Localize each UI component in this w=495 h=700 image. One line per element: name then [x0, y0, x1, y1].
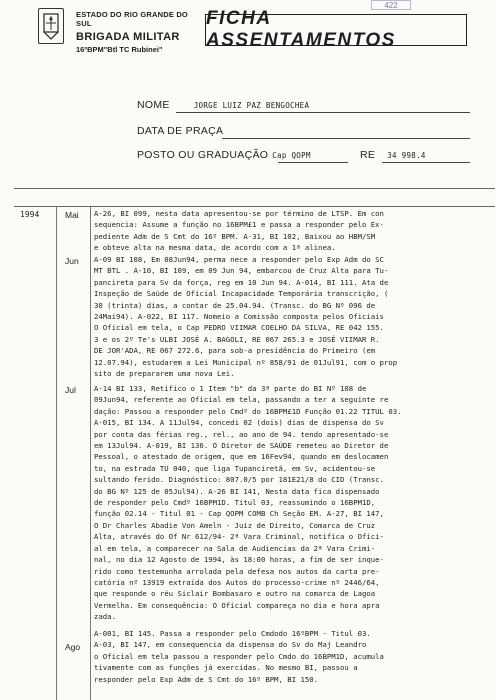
re-label: RE: [360, 149, 376, 161]
entry-text-line: A-09 BI 108, Em 08Jun94, perma nece a responder pelo Exp Adm do SC: [94, 255, 384, 264]
column-divider-year: [56, 206, 57, 700]
data-praca-field: [137, 125, 223, 137]
entry-text: [94, 208, 484, 254]
entry-text-line: A-001, BI 145. Passa a responder pelo Cmdodo 16ºBPM - Titul 03.: [94, 629, 371, 638]
entry-text-line: do BG Nº 125 de 05Jul94). A-26 BI 141, Nesta data fica dispensado: [94, 486, 380, 496]
entry-text-line: A-015, BI 134. A 11Jul94, concedi 02 (dois) dias de dispensa do Sv: [94, 418, 384, 428]
posto-underline: [278, 162, 348, 163]
entry-text-line: e obteve alta na mesma data, de acordo com a 1ª alinea.: [94, 243, 336, 253]
re-field: [360, 149, 426, 161]
entry-text-line: Alta, através do Of Nr 612/94- 2ª Vara Criminal, notifica o Ofici-: [94, 532, 384, 542]
nome-value: JORGE LUIZ PAZ BENGOCHEA: [193, 101, 310, 110]
entry-text-line: em 13Jul94. A-019, BI 136. O Diretor de SAÚDE remeteu ao Diretor de: [94, 441, 389, 451]
re-underline: [382, 162, 470, 163]
entry-text-line: O Dr Charles Abadie Von Ameln - Juiz de Direito, Comarca de Cruz: [94, 520, 376, 530]
entry-text-line: pancireta para Sv da força, reg em 10 Jun 94. A-014, BI 111. Ata de: [94, 277, 389, 287]
entry-text-line: 30 (trinta) dias, a contar de 25.04.94. (Transc. do BG Nº 096 de: [94, 300, 376, 310]
entry-text-line: DE JOR'ADA, RE 067 272.6, para sob-a presidência do Primeiro (em: [94, 346, 376, 356]
document-number-stamp: 422: [371, 0, 411, 10]
entry-text-line: de responder pelo Cmdº 16BPM1D. Titul 03, reassumindo o 16BPM1D,: [94, 498, 376, 508]
entry-text-line: 12.07.94), estudarem a Lei Municipal nº 858/91 de 01Jul91, com o prop: [94, 357, 398, 367]
entry-text-line: tivamente com as funções já exercidas. No mesmo BI, passou a: [94, 663, 358, 673]
entry-text-line: Vermelha. Em consequência: O Oficial compareça no dia e hora apra: [94, 600, 380, 610]
entry-text-line: sultando ferido. Diagnóstico: 807.0/5 por 181E21/8 do CID (Transc.: [94, 475, 384, 485]
entry-text-line: que responde o réu Siclair Bombasaro e outro na comarca de Lagoa: [94, 589, 376, 599]
posto-value: Cap QOPM: [272, 151, 311, 160]
nome-underline: [176, 112, 470, 113]
entry-text-line: 09Jun94, referente ao Oficial em tela, passando a ter a seguinte re: [94, 395, 389, 405]
entry-text: [94, 628, 484, 685]
entry-text-line: zada.: [94, 612, 116, 622]
institution-name: BRIGADA MILITAR: [76, 31, 180, 43]
entry-text-line: rido como testemunha arrolada pela defesa nos autos da carta pre-: [94, 566, 380, 576]
posto-label: POSTO OU GRADUAÇÃO: [137, 149, 269, 161]
entry-text-line: al em tela, a comparecer na Sala de Audiencias da 2ª Vara Crimi-: [94, 543, 376, 553]
entry-text-line: Pessoal, o atestado de origem, que em 16Fev94, quando em deslocamen: [94, 452, 389, 462]
entry-text-line: MT BTL . A-10, BI 109, em 09 Jun 94, embarcou de Cruz Alta para Tu-: [94, 266, 389, 276]
re-value: 34 998.4: [387, 151, 426, 160]
entry-text-line: sito de prepararem uma nova Lei.: [94, 369, 235, 379]
entry-text-line: to, na estrada TU 040, que liga Tupanciretã, em Sv, acidentou-se: [94, 463, 376, 473]
posto-field: [137, 149, 311, 161]
entry-text-line: 24Mai94). A-022, BI 117. Nomeio a Comissão composta pelos Oficiais: [94, 312, 384, 322]
data-praca-underline: [222, 138, 470, 139]
entry-text-line: responder pelo Exp Adm de S Cmt do 16º BPM, BI 150.: [94, 674, 319, 684]
entry-text-line: sequencia: Assume a função no 16BPM£1 e passa a responder pelo Ex-: [94, 220, 384, 230]
nome-field: [137, 99, 309, 111]
entry-month: Jun: [65, 256, 79, 266]
entry-month: Ago: [65, 642, 81, 652]
divider-header: [14, 206, 495, 207]
entry-month: Jul: [65, 385, 76, 395]
column-divider-month: [90, 206, 91, 700]
state-name: ESTADO DO RIO GRANDE DO SUL: [76, 10, 188, 28]
entry-text: [94, 383, 484, 623]
data-praca-label: DATA DE PRAÇA: [137, 125, 224, 137]
entry-text-line: A-14 BI 133, Retifico o 1 Item "b" da 3ª parte do BI Nº 108 de: [94, 384, 367, 393]
coat-of-arms-icon: [38, 8, 64, 44]
entry-text-line: A-26, BI 099, nesta data apresentou-se por término de LTSP. Em con: [94, 209, 384, 218]
form-title: FICHA ASSENTAMENTOS: [205, 14, 467, 46]
entry-text-line: o Oficial em tela passou a responder pelo Cmdo do 16BPM1D, acumula: [94, 651, 384, 661]
entry-text-line: O Oficial em tela, o Cap PEDRO VIIMAR COELHO DA SILVA, RE 042 155.: [94, 323, 384, 333]
nome-label: NOME: [137, 99, 170, 111]
entry-text-line: 3 e os 2º Te's ULBI JOSÉ A. BAGOLI, RE 067 265.3 e JOSÉ VIIMAR R.: [94, 334, 380, 344]
entry-text-line: Inspeção de Saúde de Oficial Incapacidade Temporária transcrição, (: [94, 289, 389, 299]
entry-text-line: A-03, BI 147, em consequencia da dispensa do Sv do Maj Leandro: [94, 640, 367, 650]
entry-text-line: nal, no dia 12 Agosto de 1994, às 18:00 horas, a fim de ser inque-: [94, 555, 384, 565]
entry-text: [94, 254, 484, 379]
entry-text-line: por conta das férias reg., rel., ao ano de 94. tendo apresentado-se: [94, 429, 389, 439]
battalion-name: 16ºBPM"Btl TC Rubinei": [76, 45, 163, 54]
entry-text-line: catória nº 13919 extraída dos Autos do processo-crime nº 2446/64,: [94, 577, 380, 587]
entry-text-line: pediente Adm de S Cmt do 16º BPM. A-31, BI 102, Baixou ao HBM/SM: [94, 231, 376, 241]
entry-text-line: dação: Passou a responder pelo Cmdº do 16BPM£1D Função 01.22 TITUL 03.: [94, 406, 402, 416]
organization-header: [76, 10, 196, 54]
entry-text-line: função 02.14 - Titul 01 - Cap QOPM COMB Ch Seção EM. A-27, BI 147,: [94, 509, 384, 519]
entry-year: 1994: [20, 210, 40, 219]
divider-top: [14, 188, 495, 189]
entry-month: Mai: [65, 210, 79, 220]
